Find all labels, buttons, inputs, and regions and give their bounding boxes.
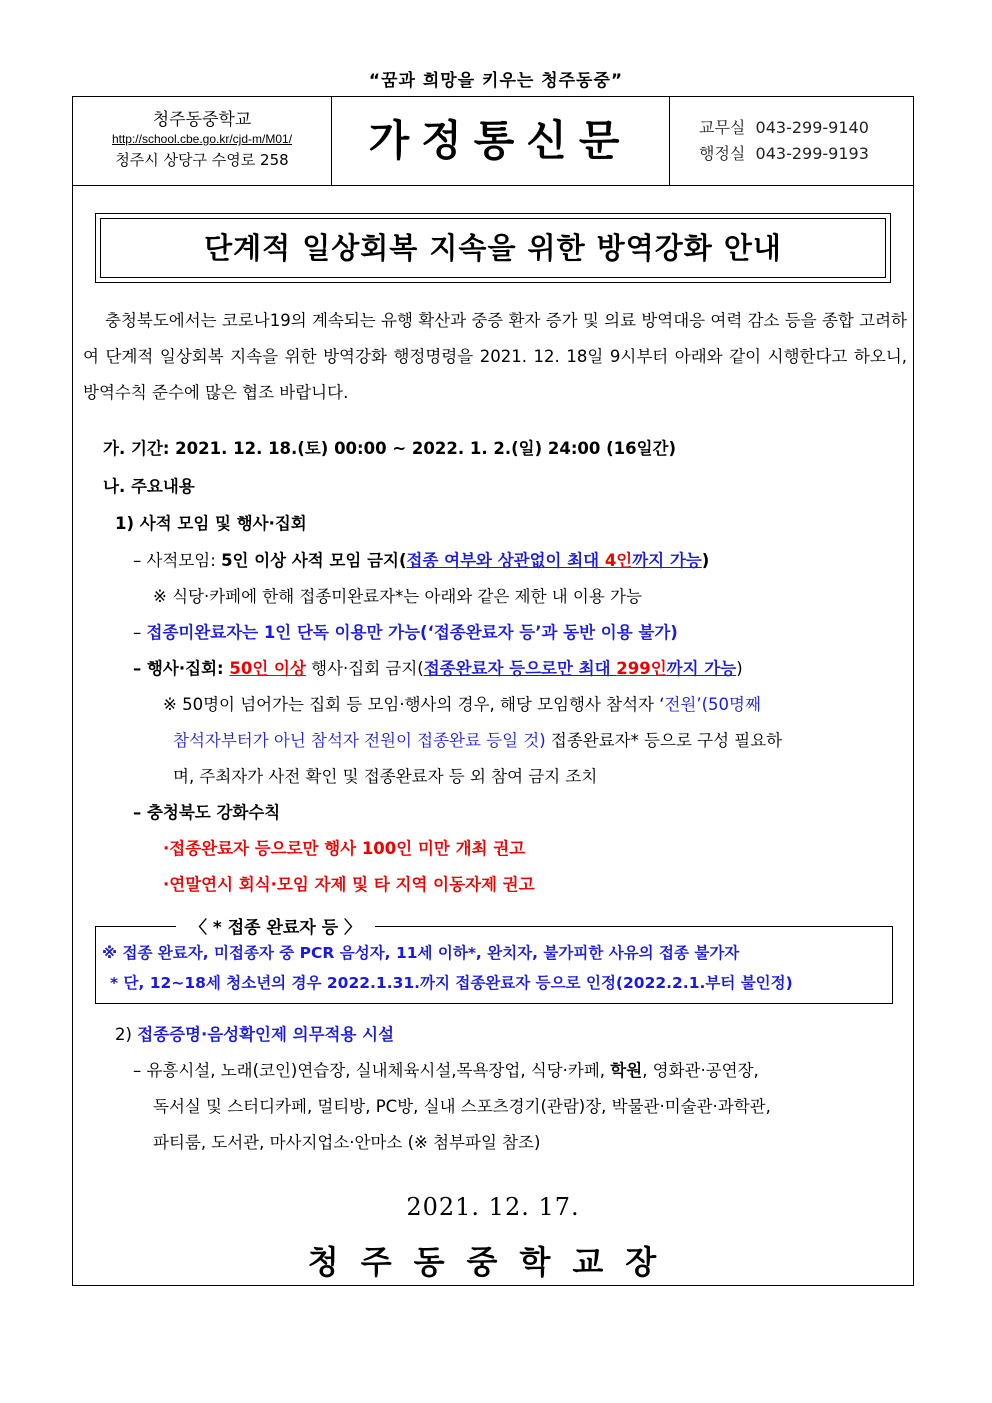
newsletter-frame (72, 96, 914, 1286)
phone1-number: 043-299-9140 (755, 118, 869, 137)
event-line (133, 655, 743, 679)
paren: ) (736, 659, 743, 678)
private-gathering-line (133, 547, 709, 571)
private-rule: 5인 이상 사적 모임 금지( (221, 551, 407, 570)
facilities-text: , 영화관·공연장, (642, 1061, 759, 1080)
facilities-line3: 파티룸, 도서관, 마사지업소·안마소 (※ 첨부파일 참조) (153, 1133, 541, 1152)
teen-note: * 단, 12~18세 청소년의 경우 2022.1.31.까지 접종완료자 등으로 인정(2022.2.1.부터 불인정) (110, 974, 793, 992)
header (73, 97, 913, 186)
event-allowed-end: 까지 가능 (666, 659, 737, 678)
school-info (73, 97, 332, 185)
event-note-blue: 참석자부터가 아닌 참석자 전원이 접종완료 등일 것) (173, 731, 546, 750)
section2-title: 접종증명·음성확인제 의무적용 시설 (137, 1025, 395, 1044)
school-url-link[interactable]: http://school.cbe.go.kr/cjd-m/M01/ (111, 132, 293, 146)
contact-phones (699, 115, 869, 167)
paren: ) (701, 551, 710, 570)
restaurant-note: ※ 식당·카페에 한해 접종미완료자*는 아래와 같은 제한 내 이용 가능 (153, 587, 642, 606)
private-limit-number: 4인 (604, 551, 633, 570)
facilities-text: – 유흥시설, 노래(코인)연습장, 실내체육시설,목욕장업, 식당·카페, (133, 1061, 611, 1080)
section2-title-line (115, 1021, 394, 1045)
event-note-text: 접종완료자* 등으로 구성 필요하 (545, 731, 783, 750)
facilities-line1 (133, 1057, 759, 1081)
section2-number: 2) (115, 1025, 138, 1044)
school-address: 청주시 상당구 수영로 258 (115, 151, 289, 169)
principal-signature: 청주동중학교장 (307, 1243, 679, 1281)
intro-paragraph: 충청북도에서는 코로나19의 계속되는 유행 확산과 중증 환자 증가 및 의료 방역대응 여력 감소 등을 종합 고려하여 단계적 일상회복 지속을 위한 방역강화 행정명령을 2021. 12. 18일 9시부터 아래와 같이 시행한다고 하오니, 방역수칙 준수에 많은 협조 바랍니다. (83, 311, 907, 402)
unvaccinated-rule: 접종미완료자는 1인 단독 이용만 가능(‘접종완료자 등’과 동반 이용 불가) (146, 623, 678, 642)
vaccinated-definition: ※ 접종 완료자, 미접종자 중 PCR 음성자, 11세 이하*, 완치자, 불가피한 사유의 접종 불가자 (102, 944, 740, 962)
period-line: 가. 기간: 2021. 12. 18.(토) 00:00 ~ 2022. 1. 2.(일) 24:00 (16일간) (103, 439, 677, 458)
chungbuk-rules-title: – 충청북도 강화수칙 (133, 803, 281, 822)
school-motto: “꿈과 희망을 키우는 청주동중” (368, 71, 624, 91)
event-note-line1 (163, 691, 761, 715)
event-note-text: ※ 50명이 넘어가는 집회 등 모임·행사의 경우, 해당 모임행사 참석자 ‘ (163, 695, 665, 714)
phone2-number: 043-299-9193 (755, 144, 869, 163)
event-note-blue: 전원’(50명째 (664, 695, 761, 714)
vaccinated-box-title (176, 913, 375, 938)
vaccinated-box-title-text: 〈 * 접종 완료자 등 〉 (190, 918, 362, 938)
notice-heading: 단계적 일상회복 지속을 위한 방역강화 안내 (100, 218, 886, 278)
event-note-line2 (173, 727, 782, 751)
notice-banner (95, 213, 891, 283)
chungbuk-rule-2: ·연말연시 회식·모임 자제 및 타 지역 이동자제 권고 (163, 875, 535, 894)
school-name: 청주동중학교 (152, 110, 252, 130)
event-limit: 50인 이상 (229, 659, 306, 678)
vaccinated-definition-box (95, 918, 893, 1004)
facility-academy: 학원 (610, 1061, 643, 1080)
event-label: – 행사·집회: (133, 659, 230, 678)
facilities-line2: 독서실 및 스터디카페, 멀티방, PC방, 실내 스포츠경기(관람)장, 박물관·미술관·과학관, (153, 1097, 771, 1116)
event-rule: 행사·집회 금지( (305, 659, 424, 678)
event-note-line3: 며, 주최자가 사전 확인 및 접종완료자 등 외 참여 금지 조치 (173, 767, 598, 786)
chungbuk-rule-1: ·접종완료자 등으로만 행사 100인 미만 개최 권고 (163, 839, 526, 858)
section1-title: 1) 사적 모임 및 행사·집회 (115, 514, 307, 533)
event-allowed: 접종완료자 등으로만 최대 (423, 659, 617, 678)
private-limit: 접종 여부와 상관없이 최대 (406, 551, 605, 570)
main-heading: 나. 주요내용 (103, 477, 195, 496)
issue-date: 2021. 12. 17. (406, 1193, 580, 1221)
phone1-label: 교무실 (699, 118, 746, 137)
dash: – 사적모임: (133, 551, 222, 570)
newsletter-title: 가정통신문 (331, 97, 670, 185)
unvaccinated-line (133, 619, 678, 643)
dash: – (133, 623, 147, 642)
phone2-label: 행정실 (699, 144, 746, 163)
event-allowed-number: 299인 (616, 659, 667, 678)
private-limit-end: 까지 가능 (632, 551, 702, 570)
